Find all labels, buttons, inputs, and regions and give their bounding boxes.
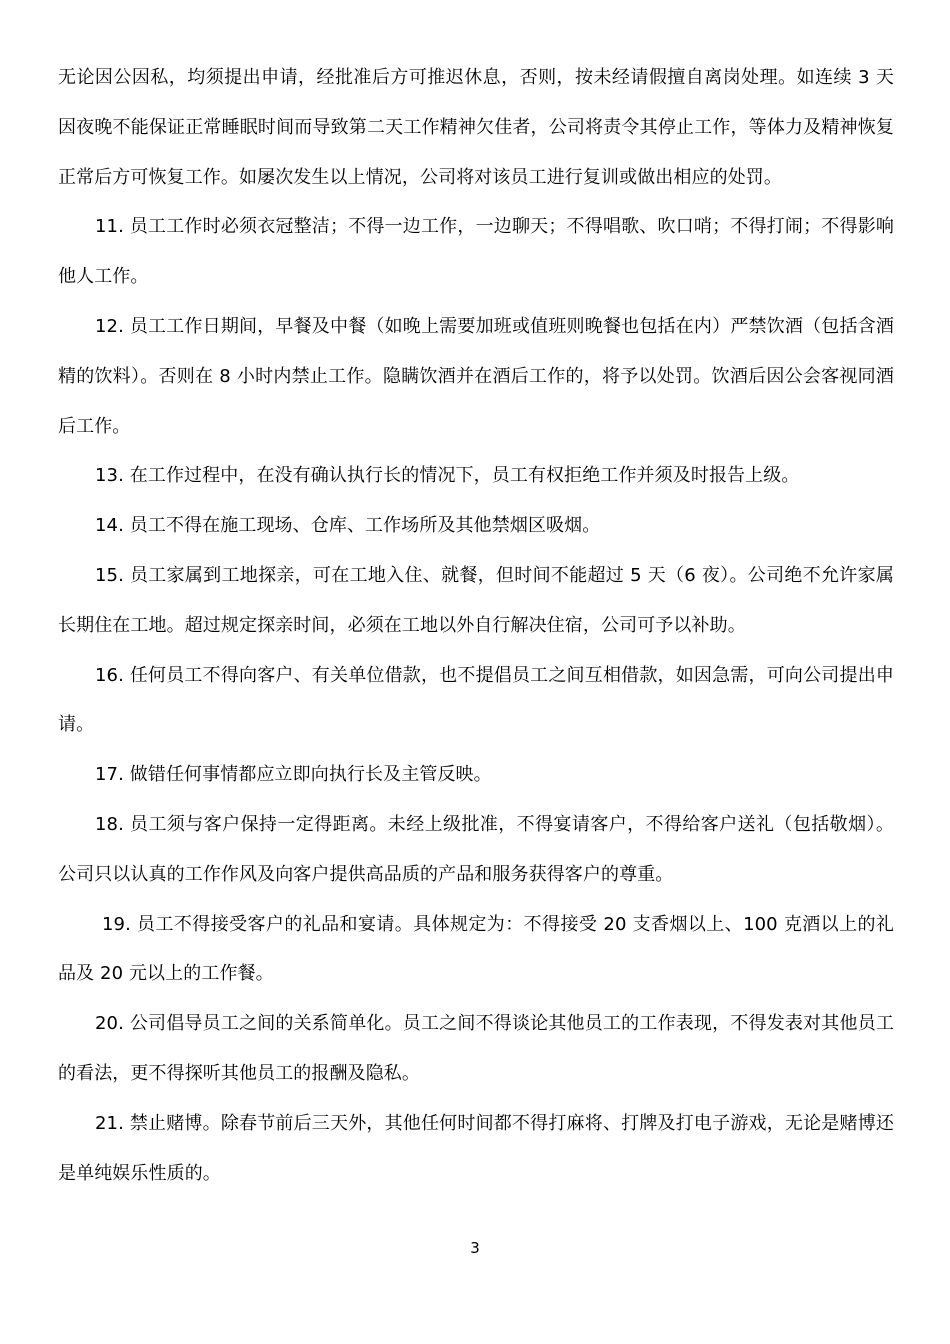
paragraph-item-21: 21. 禁止赌博。除春节前后三天外，其他任何时间都不得打麻将、打牌及打电子游戏，无论是赌博还是单纯娱乐性质的。 xyxy=(58,1112,894,1184)
page-number: 3 xyxy=(470,1239,480,1257)
document-body xyxy=(58,53,894,1198)
paragraph-item-15: 15. 员工家属到工地探亲，可在工地入住、就餐，但时间不能超过 5 天（6 夜）。公司绝不允许家属长期住在工地。超过规定探亲时间，必须在工地以外自行解决住宿，公司可予以补助。 xyxy=(58,564,894,636)
paragraph-item-12: 12. 员工工作日期间，早餐及中餐（如晚上需要加班或值班则晚餐也包括在内）严禁饮酒（包括含酒精的饮料）。否则在 8 小时内禁止工作。隐瞒饮酒并在酒后工作的，将予以处罚。饮酒后因公会客视同酒后工作。 xyxy=(58,315,894,437)
paragraph-item-16: 16. 任何员工不得向客户、有关单位借款，也不提倡员工之间互相借款，如因急需，可向公司提出申请。 xyxy=(58,664,894,736)
paragraph-item-20: 20. 公司倡导员工之间的关系简单化。员工之间不得谈论其他员工的工作表现，不得发表对其他员工的看法，更不得探听其他员工的报酬及隐私。 xyxy=(58,1013,894,1084)
paragraph-item-11: 11. 员工工作时必须衣冠整洁；不得一边工作，一边聊天；不得唱歌、吹口哨；不得打闹；不得影响他人工作。 xyxy=(58,216,894,288)
paragraph-item-17: 17. 做错任何事情都应立即向执行长及主管反映。 xyxy=(95,764,492,786)
paragraph-item-14: 14. 员工不得在施工现场、仓库、工作场所及其他禁烟区吸烟。 xyxy=(95,515,601,537)
paragraph-item-18: 18. 员工须与客户保持一定得距离。未经上级批准，不得宴请客户，不得给客户送礼（包括敬烟）。公司只以认真的工作作风及向客户提供高品质的产品和服务获得客户的尊重。 xyxy=(58,813,894,885)
paragraph-item-13: 13. 在工作过程中，在没有确认执行长的情况下，员工有权拒绝工作并须及时报告上级。 xyxy=(95,465,800,487)
paragraph-continuation: 无论因公因私，均须提出申请，经批准后方可推迟休息，否则，按未经请假擅自离岗处理。如连续 3 天因夜晚不能保证正常睡眠时间而导致第二天工作精神欠佳者，公司将责令其停止工作，等体力及精神恢复正常后方可恢复工作。如屡次发生以上情况，公司将对该员工进行复训或做出相应的处罚。 xyxy=(58,67,894,188)
paragraph-item-19: 19. 员工不得接受客户的礼品和宴请。具体规定为：不得接受 20 支香烟以上、100 克酒以上的礼品及 20 元以上的工作餐。 xyxy=(58,913,894,985)
